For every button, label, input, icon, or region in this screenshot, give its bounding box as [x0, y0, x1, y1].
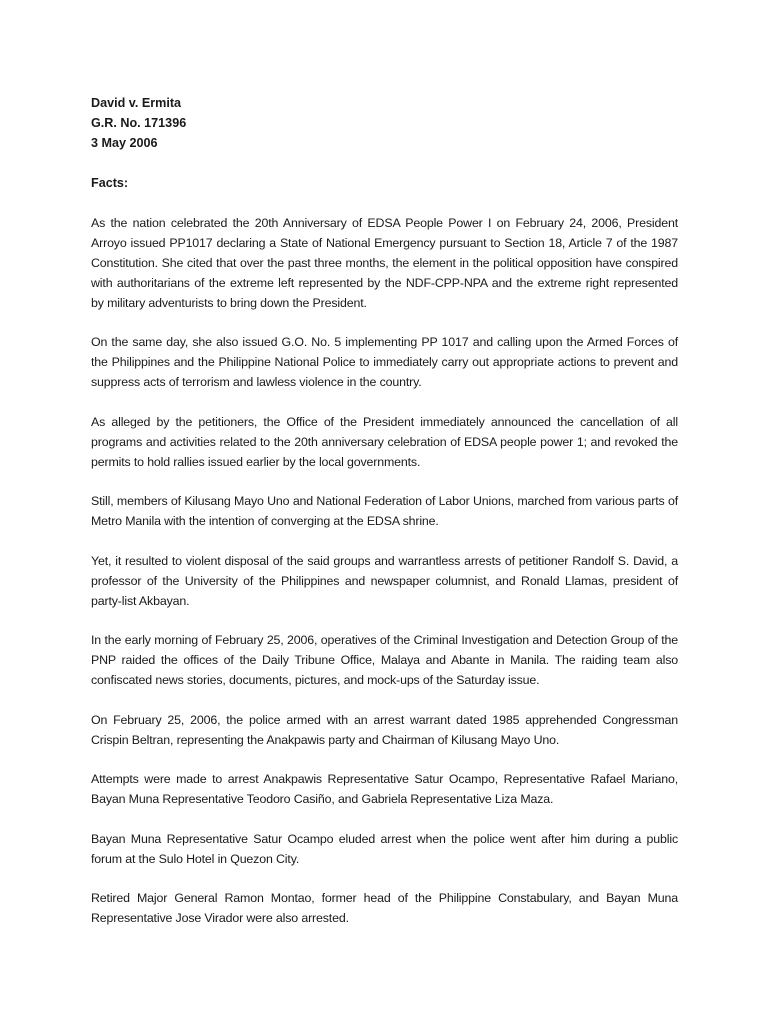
paragraph: As the nation celebrated the 20th Anniversary of EDSA People Power I on February 24, 2006, President Arroyo issued PP1017 declaring a State of National Emergency pursuant to Section 18, Article 7 of the 1987 Constitution. She cited that over the past three months, the element in the political opposition have conspired with authoritarians of the extreme left represented by the NDF-CPP-NPA and the extreme right represented by military adventurists to bring down the President. — [91, 215, 678, 310]
gr-number: G.R. No. 171396 — [91, 116, 187, 130]
paragraph: On February 25, 2006, the police armed with an arrest warrant dated 1985 apprehended Congressman Crispin Beltran, representing the Anakpawis party and Chairman of Kilusang Mayo Uno. — [91, 712, 678, 747]
facts-heading: Facts: — [91, 176, 129, 190]
paragraph: As alleged by the petitioners, the Office of the President immediately announced the cancellation of all programs and activities related to the 20th anniversary celebration of EDSA people power 1; and revoked the permits to hold rallies issued earlier by the local governments. — [91, 414, 678, 469]
case-name: David v. Ermita — [91, 96, 182, 110]
paragraph: On the same day, she also issued G.O. No. 5 implementing PP 1017 and calling upon the Armed Forces of the Philippines and the Philippine National Police to immediately carry out appropriate actions to prevent and suppress acts of terrorism and lawless violence in the country. — [91, 335, 678, 389]
document-body — [91, 93, 678, 928]
paragraph: Retired Major General Ramon Montao, former head of the Philippine Constabulary, and Bayan Muna Representative Jose Virador were also arrested. — [91, 891, 678, 925]
decision-date: 3 May 2006 — [91, 136, 158, 150]
paragraph: Attempts were made to arrest Anakpawis Representative Satur Ocampo, Representative Rafael Mariano, Bayan Muna Representative Teodoro Casiño, and Gabriela Representative Liza Maza. — [91, 772, 678, 806]
paragraph: Yet, it resulted to violent disposal of the said groups and warrantless arrests of petitioner Randolf S. David, a professor of the University of the Philippines and newspaper columnist, and Ronald Llamas, president of party-list Akbayan. — [91, 553, 678, 608]
paragraph: Still, members of Kilusang Mayo Uno and National Federation of Labor Unions, marched from various parts of Metro Manila with the intention of converging at the EDSA shrine. — [91, 494, 678, 528]
paragraph: In the early morning of February 25, 2006, operatives of the Criminal Investigation and Detection Group of the PNP raided the offices of the Daily Tribune Office, Malaya and Abante in Manila. The raiding team also confiscated news stories, documents, pictures, and mock-ups of the Saturday issue. — [91, 633, 678, 687]
paragraph: Bayan Muna Representative Satur Ocampo eluded arrest when the police went after him during a public forum at the Sulo Hotel in Quezon City. — [91, 831, 678, 866]
